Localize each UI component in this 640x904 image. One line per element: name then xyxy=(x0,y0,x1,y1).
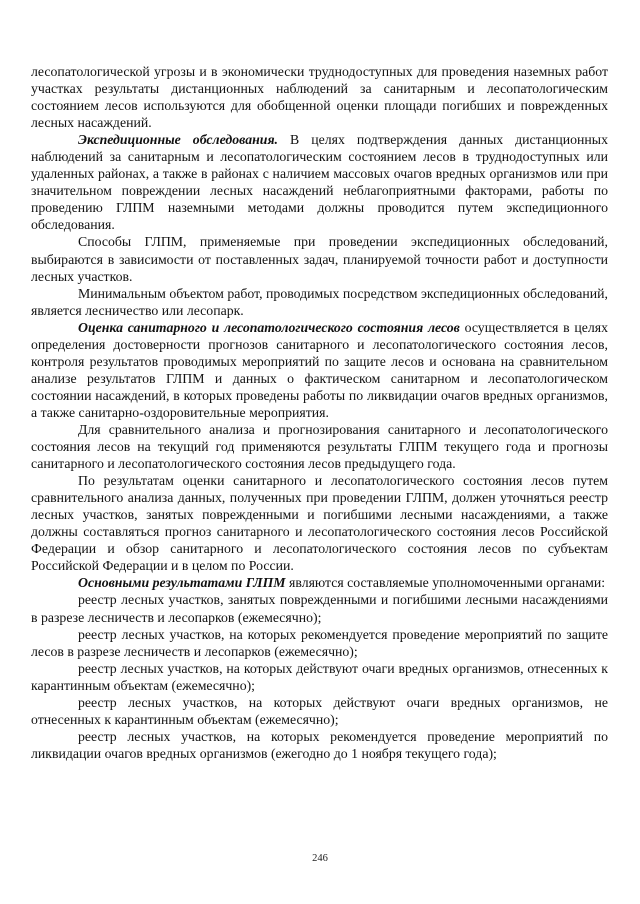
list-item-text: реестр лесных участков, на которых действуют очаги вредных организмов, не отнесенных к карантинным объектам (ежемесячно); xyxy=(31,694,608,727)
list-item xyxy=(31,728,608,762)
paragraph-heading: Экспедиционные обследования. xyxy=(78,132,278,148)
paragraph-heading: Оценка санитарного и лесопатологического состояния лесов xyxy=(78,319,460,335)
paragraph-expedition-surveys xyxy=(31,131,608,233)
page-number: 246 xyxy=(312,853,328,864)
paragraph-comparative-analysis xyxy=(31,421,608,472)
body-text xyxy=(31,63,608,762)
list-item-text: реестр лесных участков, занятых поврежденными и погибшими лесными насаждениями в разрезе лесничеств и лесопарков (ежемесячно); xyxy=(31,592,608,625)
paragraph-text: являются составляемые уполномоченными органами: xyxy=(285,575,606,591)
paragraph-minimal-object xyxy=(31,285,608,319)
paragraph-assessment xyxy=(31,319,608,421)
paragraph-text: лесопатологической угрозы и в экономически труднодоступных для проведения наземных работ участках результаты дистанционных наблюдений за санитарным и лесопатологическим состоянием лесов используются для обобщенной оценки площади погибших и поврежденных лесных насаждений. xyxy=(31,64,608,131)
paragraph-text: Способы ГЛПМ, применяемые при проведении экспедиционных обследований, выбираются в зависимости от поставленных задач, планируемой точности работ и доступности лесных участков. xyxy=(31,234,608,284)
list-item xyxy=(31,694,608,728)
paragraph-methods xyxy=(31,233,608,284)
paragraph-text: Для сравнительного анализа и прогнозирования санитарного и лесопатологического состояния лесов на текущий год применяются результаты ГЛПМ текущего года и прогнозы санитарного и лесопатологического состояния лесов предыдущего года. xyxy=(31,421,608,472)
list-item-text: реестр лесных участков, на которых рекомендуется проведение мероприятий по ликвидации очагов вредных организмов (ежегодно до 1 ноября текущего года); xyxy=(31,728,608,761)
paragraph-continuation xyxy=(31,63,608,131)
list-item xyxy=(31,626,608,660)
list-item xyxy=(31,660,608,694)
paragraph-text: осуществляется в целях определения достоверности прогнозов санитарного и лесопатологического состояния лесов, контроля результатов проводимых мероприятий по защите лесов и основана на сравнительном анализе результатов ГЛПМ и данных о фактическом санитарном и лесопатологическом состоянии насаждений, в которых проведены работы по ликвидации очагов вредных организмов, а также санитарно-оздоровительные мероприятия. xyxy=(31,319,608,420)
paragraph-text: По результатам оценки санитарного и лесопатологического состояния лесов путем сравнительного анализа данных, полученных при проведении ГЛПМ, должен уточняться реестр лесных участков, занятых поврежденными и погибшими лесными насаждениями, а также должны составляться прогноз санитарного и лесопатологического состояния лесов Российской Федерации и обзор санитарного и лесопатологического состояния лесов по субъектам Российской Федерации и в целом по России. xyxy=(31,473,608,574)
paragraph-heading: Основными результатами ГЛПМ xyxy=(78,575,286,591)
paragraph-text: Минимальным объектом работ, проводимых посредством экспедиционных обследований, является лесничество или лесопарк. xyxy=(31,285,608,318)
paragraph-main-results xyxy=(31,574,608,591)
paragraph-assessment-results xyxy=(31,472,608,574)
paragraph-text: В целях подтверждения данных дистанционных наблюдений за санитарным и лесопатологическим состоянием лесов в труднодоступных или удаленных районах, а также в районах с наличием массовых очагов вредных организмов или при значительном повреждении лесных насаждений неблагоприятными факторами, работы по проведению ГЛПМ наземными методами должны проводится путем экспедиционного обследования. xyxy=(31,132,608,233)
list-item xyxy=(31,591,608,625)
list-item-text: реестр лесных участков, на которых рекомендуется проведение мероприятий по защите лесов в разрезе лесничеств и лесопарков (ежемесячно); xyxy=(31,626,608,659)
list-item-text: реестр лесных участков, на которых действуют очаги вредных организмов, отнесенных к карантинным объектам (ежемесячно); xyxy=(31,660,608,693)
